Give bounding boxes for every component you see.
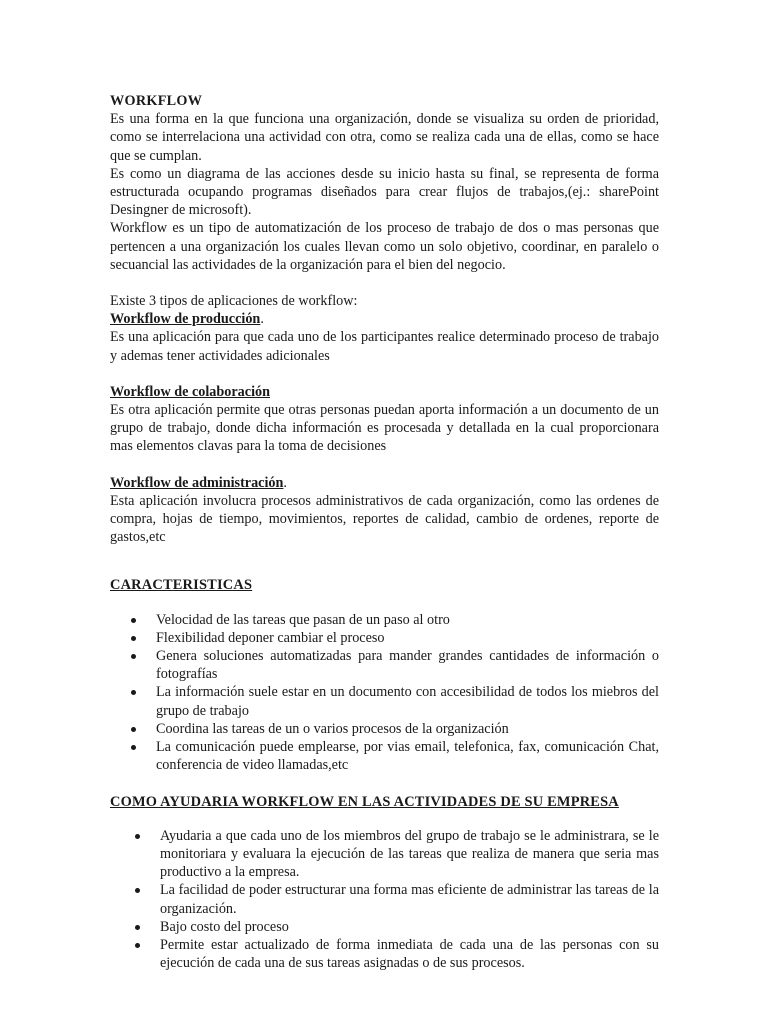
- bullet-icon: [131, 654, 136, 659]
- bullet-icon: [135, 925, 140, 930]
- type-collaboration-heading: [110, 383, 659, 401]
- help-heading: COMO AYUDARIA WORKFLOW EN LAS ACTIVIDADES DE SU EMPRESA: [110, 793, 619, 810]
- characteristics-list: [110, 611, 659, 775]
- list-item: La información suele estar en un documento con accesibilidad de todos los miebros del grupo de trabajo: [110, 683, 659, 719]
- list-item: La facilidad de poder estructurar una forma mas eficiente de administrar las tareas de la organización.: [110, 881, 659, 917]
- bullet-icon: [135, 888, 140, 893]
- type-heading: Workflow de producción: [110, 311, 261, 328]
- type-collaboration-text: Es otra aplicación permite que otras personas puedan aporta información a un documento de un grupo de trabajo, donde dicha información es procesada y detallada en la cual proporcionara mas elementos clavas para la toma de decisiones: [110, 402, 659, 455]
- list-item: Coordina las tareas de un o varios procesos de la organización: [110, 720, 659, 738]
- type-administration-text: Esta aplicación involucra procesos administrativos de cada organización, como las ordenes de compra, hojas de tiempo, movimientos, reportes de calidad, cambio de ordenes, reporte de gastos,etc: [110, 492, 659, 546]
- intro-paragraph-1: Es una forma en la que funciona una organización, donde se visualiza su orden de prioridad, como se interrelaciona una actividad con otra, como se realiza cada una de ellas, como se hace que se cumplan.: [110, 111, 659, 164]
- bullet-icon: [131, 690, 136, 695]
- bullet-icon: [131, 636, 136, 641]
- list-item: Ayudaria a que cada uno de los miembros del grupo de trabajo se le administrara, se le monitoriara y evaluara la ejecución de las tareas que realiza de manera que seria mas productivo a la empresa.: [110, 827, 659, 882]
- list-item: La comunicación puede emplearse, por vias email, telefonica, fax, comunicación Chat, conferencia de video llamadas,etc: [110, 738, 659, 774]
- document-page: [110, 92, 659, 972]
- list-item: Genera soluciones automatizadas para mander grandes cantidades de información o fotografías: [110, 647, 659, 683]
- type-production-heading: [110, 310, 659, 328]
- types-intro: Existe 3 tipos de aplicaciones de workflow:: [110, 293, 358, 310]
- intro-paragraph-3: Workflow es un tipo de automatización de los proceso de trabajo de dos o mas personas que pertencen a una organización los cuales llevan como un solo objetivo, coordinar, en paralelo o secuancial las actividades de la organización para el bien del negocio.: [110, 220, 659, 273]
- heading-suffix: .: [283, 474, 287, 491]
- intro-paragraph-2: Es como un diagrama de las acciones desde su inicio hasta su final, se representa de forma estructurada ocupando programas diseñados para crear flujos de trabajos,(ej.: sharePoint Desingner de microsoft).: [110, 165, 659, 219]
- list-item: Bajo costo del proceso: [110, 918, 659, 936]
- bullet-icon: [131, 618, 136, 623]
- type-production-text: Es una aplicación para que cada uno de los participantes realice determinado proceso de trabajo y ademas tener actividades adicionales: [110, 329, 659, 364]
- bullet-icon: [131, 727, 136, 732]
- bullet-icon: [135, 943, 140, 948]
- list-item: Flexibilidad deponer cambiar el proceso: [110, 629, 659, 647]
- type-heading: Workflow de colaboración: [110, 383, 270, 400]
- document-title: WORKFLOW: [110, 93, 203, 109]
- list-item: Permite estar actualizado de forma inmediata de cada una de las personas con su ejecución de cada una de sus tareas asignadas o de sus procesos.: [110, 936, 659, 972]
- bullet-icon: [131, 745, 136, 750]
- characteristics-heading: CARACTERISTICAS: [110, 577, 253, 594]
- list-item: Velocidad de las tareas que pasan de un paso al otro: [110, 611, 659, 629]
- heading-suffix: .: [260, 311, 264, 328]
- type-heading: Workflow de administración: [110, 474, 284, 491]
- help-list: [110, 827, 659, 973]
- type-administration-heading: [110, 474, 659, 492]
- bullet-icon: [135, 834, 140, 839]
